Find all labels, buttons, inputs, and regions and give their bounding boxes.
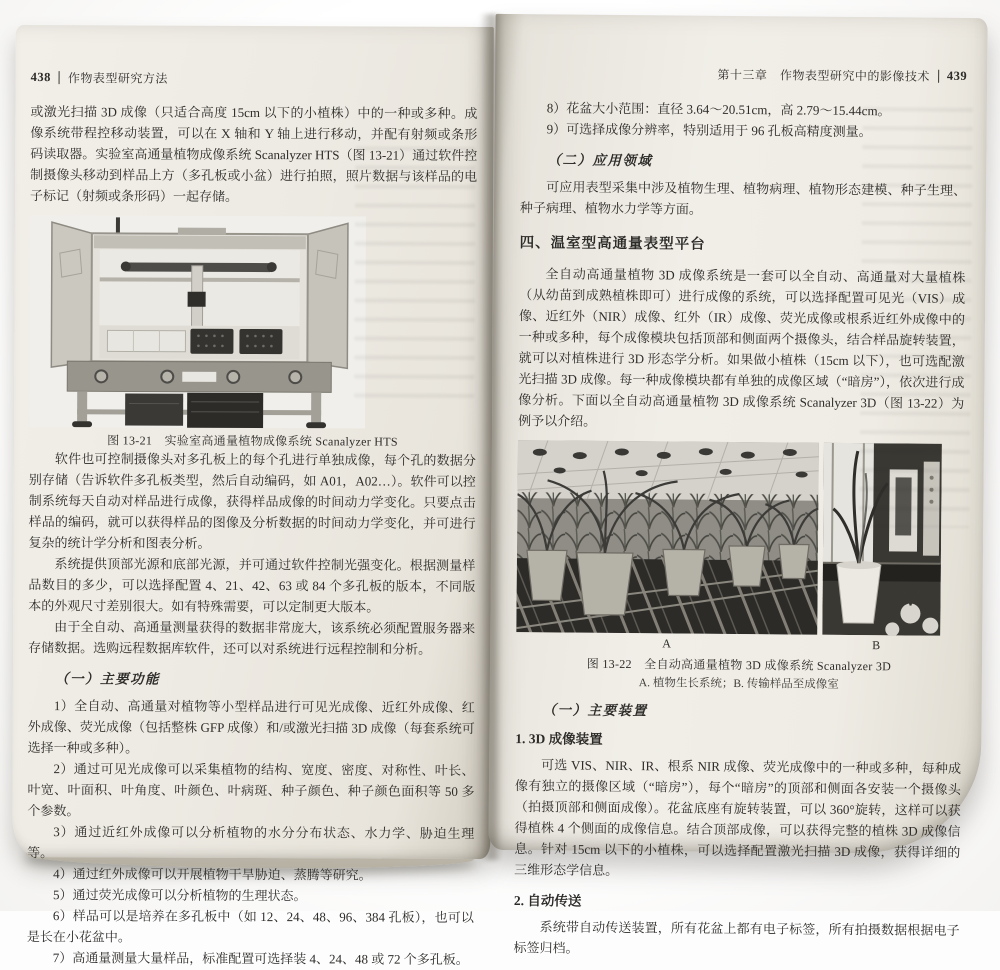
list-item: 5）通过荧光成像可以分析植物的生理状态。 — [27, 884, 474, 907]
left-page — [12, 25, 494, 859]
paragraph-auto-transport: 系统带自动传送装置，所有花盆上都有电子标签，所有拍摄数据根据电子标签归档。 — [513, 916, 959, 962]
subheading-3d-imaging: 1. 3D 成像装置 — [515, 727, 961, 751]
paragraph-intro: 全自动高通量植物 3D 成像系统是一套可以全自动、高通量对大量植株（从幼苗到成熟植株即可）进行成像的系统，可以选择配置可见光（VIS）成像、近红外（NIR）成像、红外（IR）成像、荧光成像或根系近红外成像中的一种或多种，每个成像模块包括顶部和侧面两个摄像头，结合样品旋转装置，就可以对植株进行 3D 形态学分析。如果做小植株（15cm 以下），也可选配激光扫描 3D 成像。每一种成像模块都有单独的成像区域（“暗房”），依次进行成像分析。下面以全自动高通量植物 3D 成像系统 Scanalyzer 3D（图 13-22）为例予以介绍。 — [518, 263, 965, 435]
right-page-header — [521, 64, 967, 85]
paragraph-server: 由于全自动、高通量测量获得的数据非常庞大，该系统必须配置服务器来存储数据。选购远程数据库软件，还可以对系统进行远程控制和分析。 — [28, 616, 475, 660]
paragraph-continuation: 或激光扫描 3D 成像（只适合高度 15cm 以下的小植株）中的一种或多种。成像系统带程控移动装置，可以在 X 轴和 Y 轴上进行移动，并配有射频或条形码读取器。实验室高通量植物成像系统 Scanalyzer HTS（图 13-21）通过软件控制摄像头移动到样品上方（多孔板或小盆）进行拍照，照片数据与该样品的电子标记（射频或条形码）一起存储。 — [30, 101, 477, 208]
greenhouse-plant-growth-photo — [516, 440, 819, 635]
list-item: 2）通过可见光成像可以采集植物的结构、宽度、密度、对称性、叶长、叶宽、叶面积、叶角度、叶颜色、叶病斑、种子颜色、种子颜色面积等 50 多个参数。 — [27, 758, 474, 823]
left-page-header — [31, 69, 478, 88]
photo-a-label: A — [516, 635, 817, 653]
figure-13-22-subcaption: A. 植物生长系统；B. 传输样品至成像室 — [516, 673, 962, 693]
photo-b-label: B — [817, 638, 935, 654]
paragraph-software: 软件也可控制摄像头对多孔板上的每个孔进行单独成像，每个孔的数据分别存储（告诉软件多孔板类型，然后自动编码，如 A01，A02…）。软件可以控制系统每天自动对样品进行成像，获得样品成像的时间动力学变化。只要点击样品的编码，就可以获得样品的图像及分析数据的时间动力学变化，并可进行复杂的统计学分析和图表分析。 — [29, 448, 476, 555]
conveyor-to-imaging-room-photo — [822, 443, 942, 636]
figure-13-22-labels — [516, 635, 962, 654]
section-4-heading: 四、温室型高通量表型平台 — [520, 231, 966, 256]
heading-main-devices: （一）主要装置 — [516, 698, 962, 722]
heading-applications: （二）应用领域 — [520, 148, 966, 172]
book-title: 作物表型研究方法 — [68, 69, 168, 86]
figure-13-21-caption: 图 13-21 实验室高通量植物成像系统 Scanalyzer HTS — [29, 431, 476, 450]
list-item: 4）通过红外成像可以开展植物干旱胁迫、蒸腾等研究。 — [27, 863, 474, 886]
list-item: 6）样品可以是培养在多孔板中（如 12、24、48、96、384 孔板），也可以是长在小花盆中。 — [27, 905, 474, 949]
chapter-title: 第十三章 作物表型研究中的影像技术 — [717, 66, 930, 85]
figure-13-22 — [516, 440, 964, 693]
scanalyzer-hts-cabinet-photo — [29, 215, 366, 428]
list-item: 3）通过近红外成像可以分析植物的水分分布状态、水力学、胁迫生理等。 — [27, 821, 474, 865]
heading-main-functions: （一）主要功能 — [28, 667, 475, 689]
paragraph-3d-imaging: 可选 VIS、NIR、IR、根系 NIR 成像、荧光成像中的一种或多种，每种成像有独立的摄像区域（“暗房”），每个“暗房”的顶部和侧面各安装一个摄像头（拍摄顶部和侧面成像）。花盆底座有旋转装置，可以 360°旋转，这样可以获得植株 4 个侧面的成像信息。结合顶部成像，可以获得完整的植株 3D 成像信息。针对 15cm 以下的小植株，可以选择配置激光扫描 3D 成像，获得详细的三维形态学信息。 — [514, 754, 961, 884]
figure-13-22-caption: 图 13-22 全自动高通量植物 3D 成像系统 Scanalyzer 3D — [516, 654, 962, 675]
page-number: 438 — [31, 70, 51, 85]
subheading-auto-transport: 2. 自动传送 — [514, 889, 960, 913]
paragraph-light-source: 系统提供顶部光源和底部光源，并可通过软件控制光强变化。根据测量样品数目的多少，可以选择配置 4、21、42、63 或 84 个多孔板的版本，不同版本的外观尺寸差别很大。如有特殊需要，可以定制更大版本。 — [28, 553, 475, 618]
header-divider — [938, 70, 939, 83]
list-item: 9）可选择成像分辨率，特别适用于 96 孔板高精度测量。 — [521, 118, 967, 143]
list-item: 8）花盆大小范围：直径 3.64～20.51cm，高 2.79～15.44cm。 — [521, 97, 967, 122]
paragraph-applications: 可应用表型采集中涉及植物生理、植物病理、植物形态建模、种子生理、种子病理、植物水力学等方面。 — [520, 176, 966, 222]
right-page — [488, 14, 987, 854]
header-divider — [59, 71, 60, 84]
page-number: 439 — [947, 69, 967, 84]
list-item: 7）高通量测量大量样品，标准配置可选择装 4、24、48 或 72 个多孔板。 — [27, 947, 474, 970]
list-item: 1）全自动、高通量对植物等小型样品进行可见光成像、近红外成像、红外成像、荧光成像（包括整株 GFP 成像）和/或激光扫描 3D 成像（每套系统可选择一种或多种）。 — [28, 695, 475, 760]
figure-13-21 — [29, 215, 477, 450]
